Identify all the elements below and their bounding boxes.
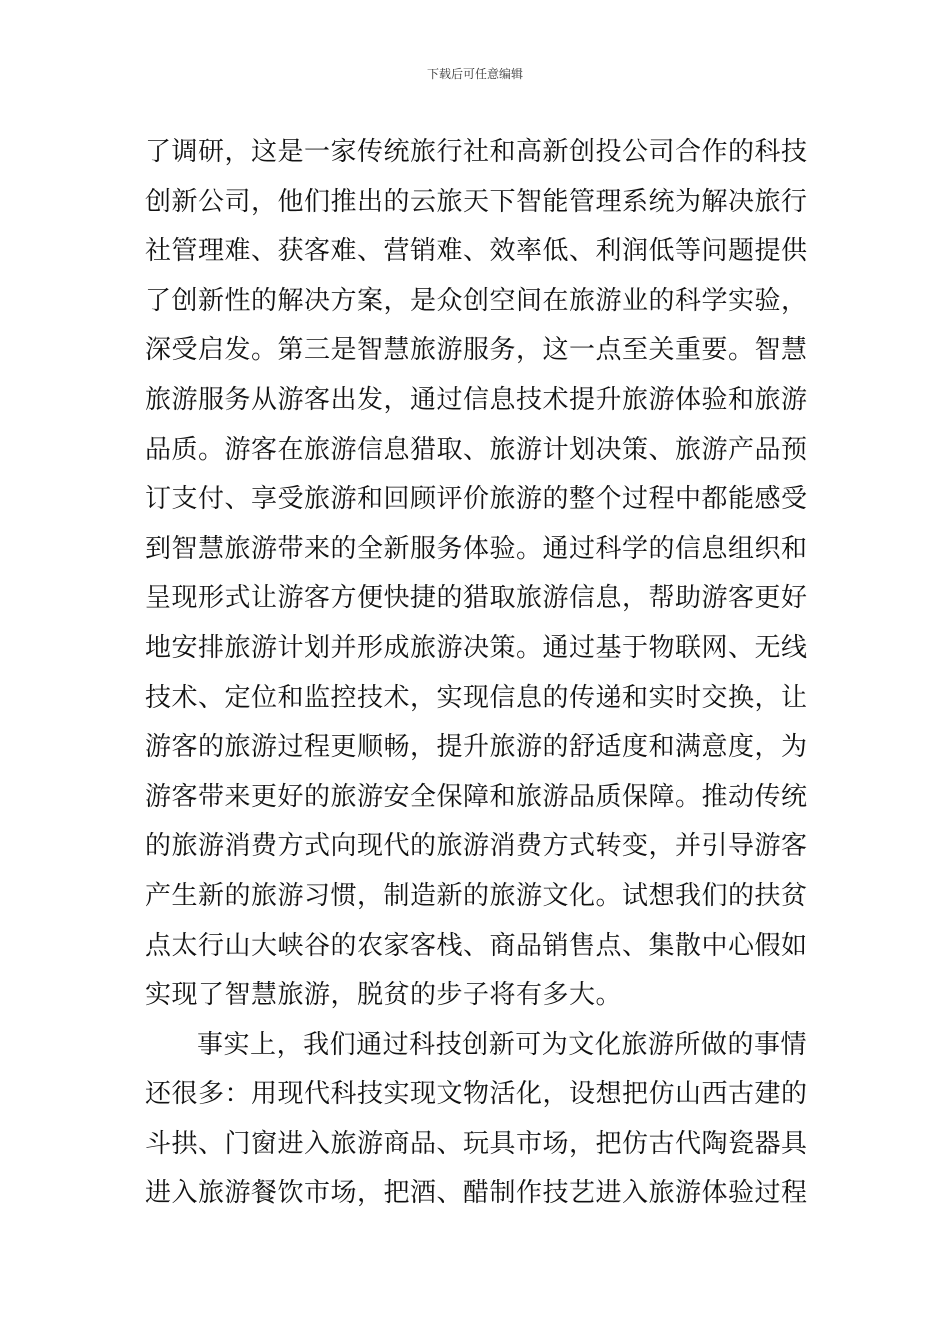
text-line: 斗拱、门窗进入旅游商品、玩具市场，把仿古代陶瓷器具 xyxy=(145,1128,808,1159)
text-line: 点太行山大峡谷的农家客栈、商品销售点、集散中心假如 xyxy=(145,930,808,961)
text-line: 事实上，我们通过科技创新可为文化旅游所做的事情 xyxy=(197,1029,807,1060)
text-line: 了调研，这是一家传统旅行社和高新创投公司合作的科技 xyxy=(145,137,808,167)
text-line: 游客带来更好的旅游安全保障和旅游品质保障。推动传统 xyxy=(145,781,808,812)
text-line: 订支付、享受旅游和回顾评价旅游的整个过程中都能感受 xyxy=(145,484,808,515)
paragraph-1 xyxy=(145,128,807,1021)
text-line: 技术、定位和监控技术，实现信息的传递和实时交换，让 xyxy=(145,682,808,713)
text-line: 地安排旅游计划并形成旅游决策。通过基于物联网、无线 xyxy=(145,632,808,663)
text-line: 到智慧旅游带来的全新服务体验。通过科学的信息组织和 xyxy=(145,533,808,564)
text-line: 呈现形式让游客方便快捷的猎取旅游信息，帮助游客更好 xyxy=(145,583,808,614)
text-line: 社管理难、获客难、营销难、效率低、利润低等问题提供 xyxy=(145,236,808,267)
text-line: 还很多：用现代科技实现文物活化，设想把仿山西古建的 xyxy=(145,1079,808,1110)
text-line: 实现了智慧旅游，脱贫的步子将有多大。 xyxy=(145,980,623,1011)
text-line: 游客的旅游过程更顺畅，提升旅游的舒适度和满意度，为 xyxy=(145,732,808,763)
text-line: 进入旅游餐饮市场，把酒、醋制作技艺进入旅游体验过程 xyxy=(145,1178,808,1209)
document-body xyxy=(145,128,807,1219)
text-line: 了创新性的解决方案，是众创空间在旅游业的科学实验， xyxy=(145,285,808,316)
text-line: 深受启发。第三是智慧旅游服务，这一点至关重要。智慧 xyxy=(145,335,808,366)
text-line: 的旅游消费方式向现代的旅游消费方式转变，并引导游客 xyxy=(145,831,808,862)
text-line: 产生新的旅游习惯，制造新的旅游文化。试想我们的扶贫 xyxy=(145,880,808,911)
page-header: 下载后可任意编辑 xyxy=(426,67,523,81)
text-line: 旅游服务从游客出发，通过信息技术提升旅游体验和旅游 xyxy=(145,384,808,415)
text-line: 创新公司，他们推出的云旅天下智能管理系统为解决旅行 xyxy=(145,186,808,217)
paragraph-2 xyxy=(145,1021,807,1219)
text-line: 品质。游客在旅游信息猎取、旅游计划决策、旅游产品预 xyxy=(145,434,808,465)
